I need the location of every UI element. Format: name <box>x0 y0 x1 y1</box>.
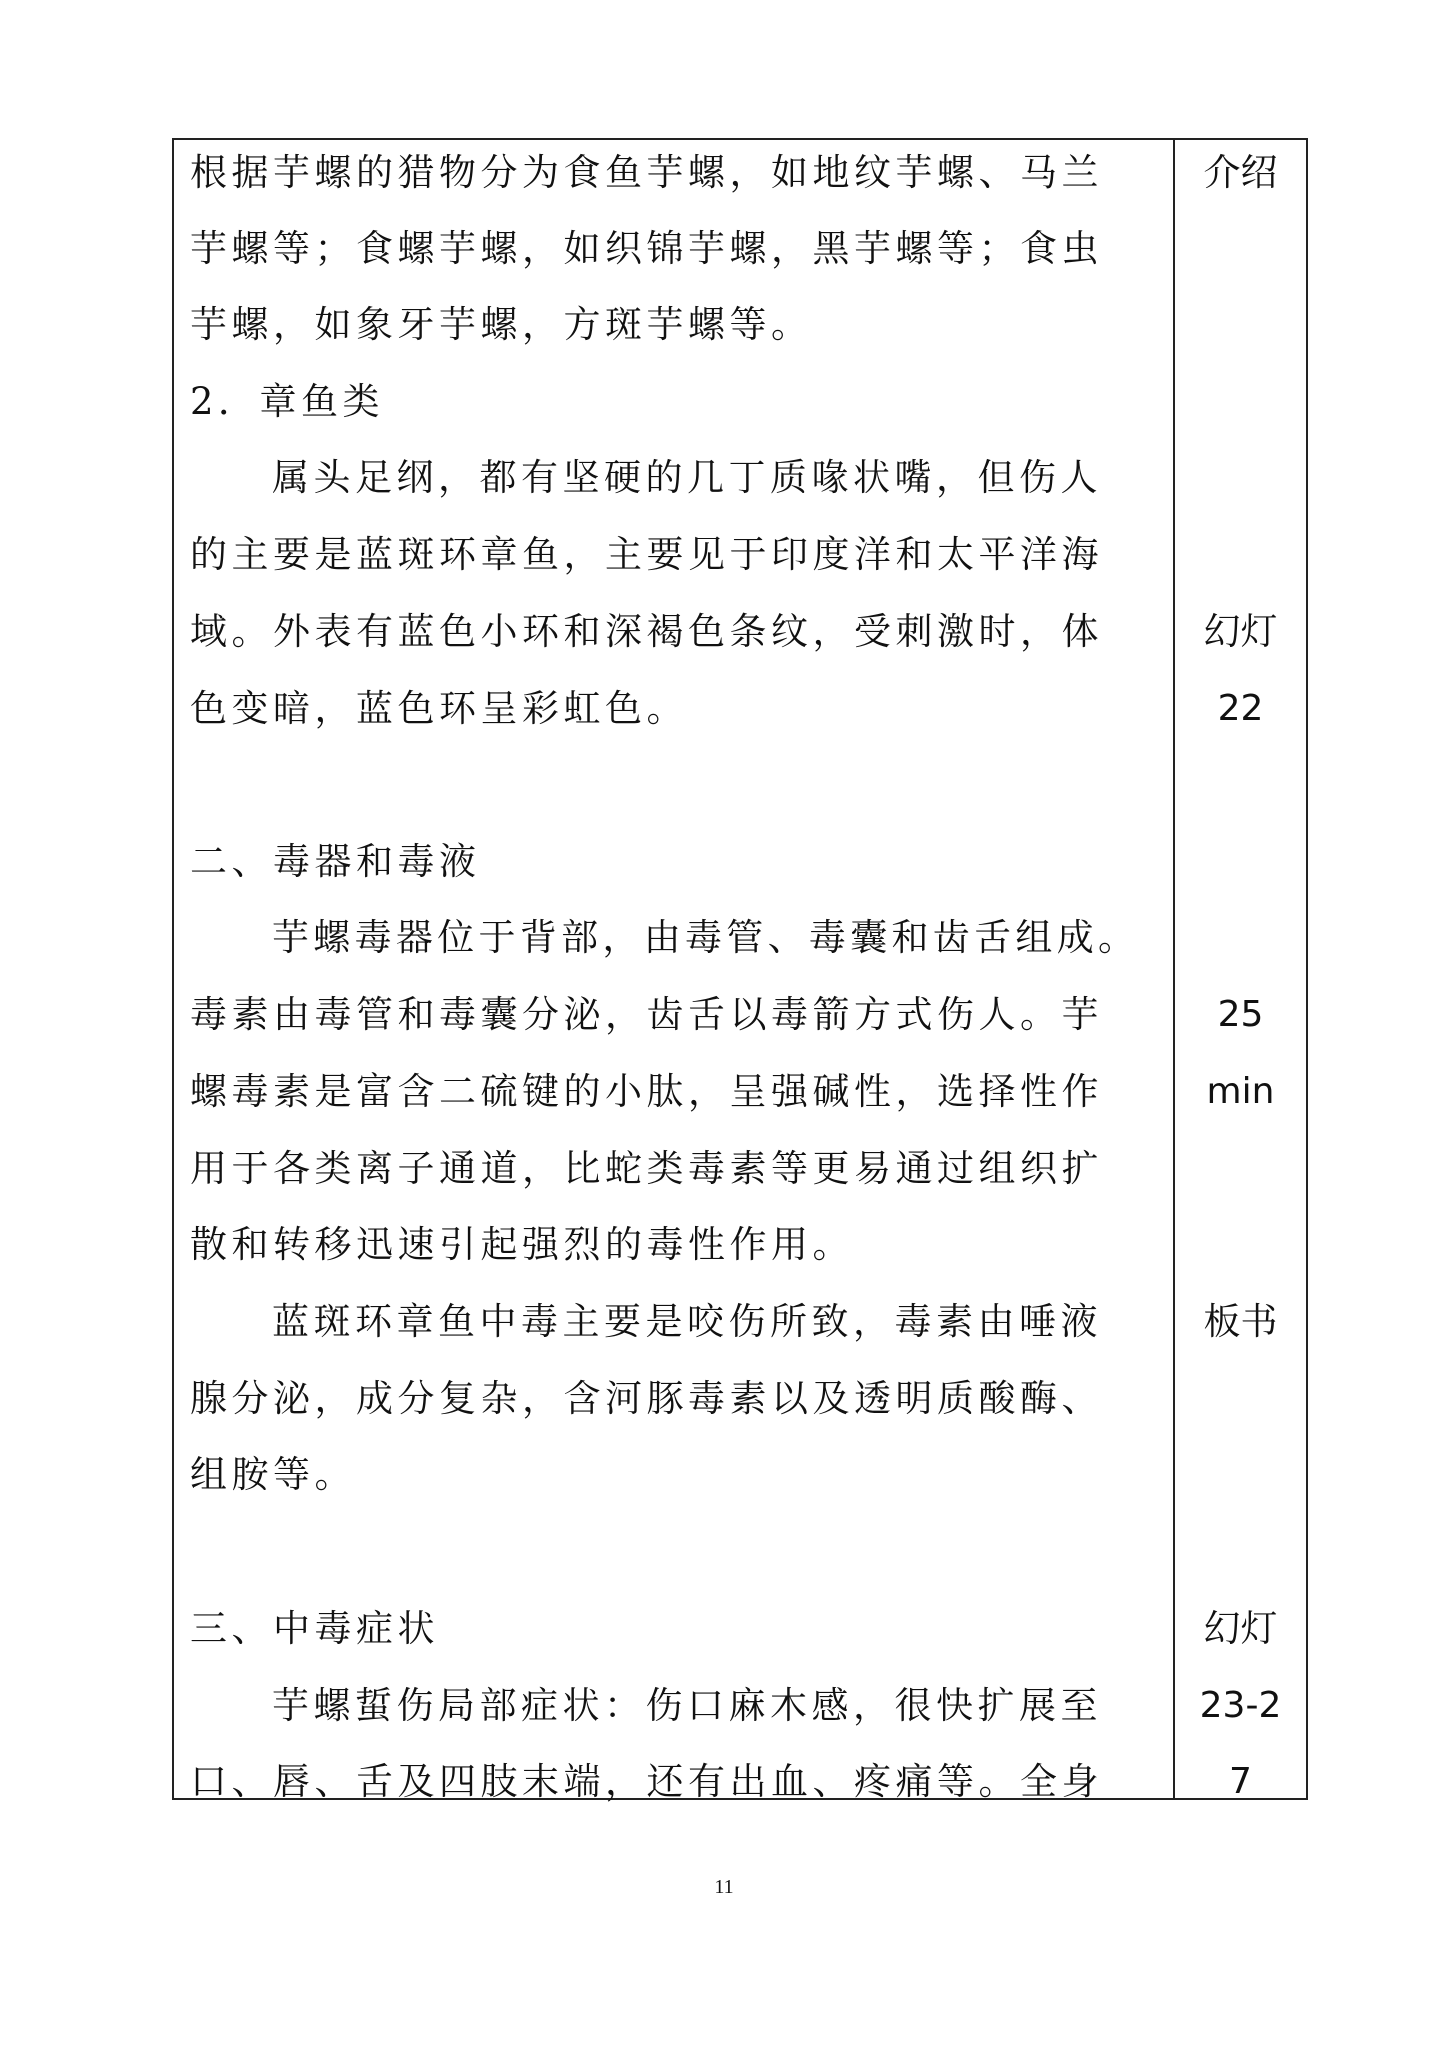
main-text-line: 腺分泌，成分复杂，含河豚毒素以及透明质酸酶、 <box>190 1377 1103 1420</box>
main-text-line: 的主要是蓝斑环章鱼，主要见于印度洋和太平洋海 <box>190 533 1103 576</box>
side-note: 7 <box>1229 1761 1252 1802</box>
main-text-line: 根据芋螺的猎物分为食鱼芋螺，如地纹芋螺、马兰 <box>190 151 1103 194</box>
side-note: 幻灯 <box>1203 1607 1278 1650</box>
main-text-line: 螺毒素是富含二硫键的小肽，呈强碱性，选择性作 <box>190 1070 1103 1113</box>
main-text-line: 组胺等。 <box>190 1453 356 1496</box>
side-note: min <box>1206 1071 1275 1112</box>
side-note: 22 <box>1217 688 1264 729</box>
main-text-line: 芋螺蜇伤局部症状：伤口麻木感，很快扩展至 <box>272 1684 1102 1727</box>
main-text-line: 口、唇、舌及四肢末端，还有出血、疼痛等。全身 <box>190 1760 1103 1803</box>
side-note: 25 <box>1217 994 1264 1035</box>
subsection-heading: 2．章鱼类 <box>190 380 385 423</box>
section-heading: 二、毒器和毒液 <box>190 840 481 883</box>
page-number: 11 <box>714 1876 734 1898</box>
column-divider <box>1173 138 1175 1800</box>
main-text-line: 蓝斑环章鱼中毒主要是咬伤所致，毒素由唾液 <box>272 1300 1102 1343</box>
side-note: 23-2 <box>1199 1685 1282 1726</box>
main-text-line: 芋螺等；食螺芋螺，如织锦芋螺，黑芋螺等；食虫 <box>190 227 1103 270</box>
main-text-line: 用于各类离子通道，比蛇类毒素等更易通过组织扩 <box>190 1147 1103 1190</box>
main-text-line: 芋螺毒器位于背部，由毒管、毒囊和齿舌组成。 <box>272 916 1140 959</box>
side-note: 介绍 <box>1203 151 1278 194</box>
side-note: 板书 <box>1203 1300 1278 1343</box>
main-text-line: 芋螺，如象牙芋螺，方斑芋螺等。 <box>190 303 813 346</box>
section-heading: 三、中毒症状 <box>190 1607 439 1650</box>
main-text-line: 色变暗，蓝色环呈彩虹色。 <box>190 687 688 730</box>
side-note: 幻灯 <box>1203 610 1278 653</box>
main-text-line: 毒素由毒管和毒囊分泌，齿舌以毒箭方式伤人。芋 <box>190 993 1103 1036</box>
main-text-line: 域。外表有蓝色小环和深褐色条纹，受刺激时，体 <box>190 610 1103 653</box>
main-text-line: 属头足纲，都有坚硬的几丁质喙状嘴，但伤人 <box>272 456 1102 499</box>
main-text-line: 散和转移迅速引起强烈的毒性作用。 <box>190 1223 854 1266</box>
